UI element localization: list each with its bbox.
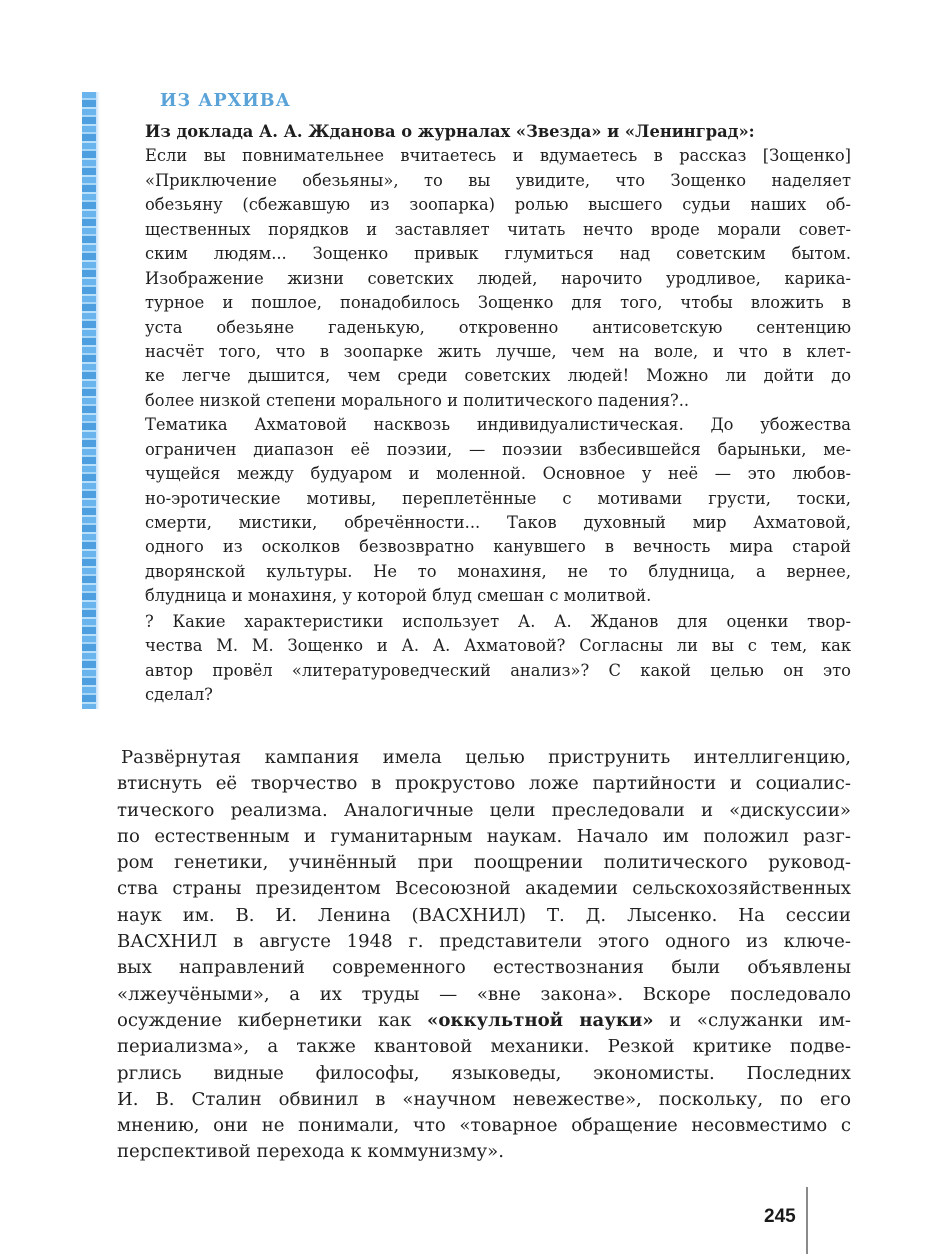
question-line: чества М. М. Зощенко и А. А. Ахматовой? Согласны ли вы с тем, как	[145, 636, 851, 656]
archive-quote-line: турное и пошлое, понадобилось Зощенко для того, чтобы вложить в	[145, 293, 851, 313]
main-paragraph	[117, 745, 851, 1166]
archive-quote-line: более низкой степени морального и политического падения?..	[145, 390, 690, 410]
question-line: ? Какие характеристики использует А. А. Жданов для оценки твор-	[145, 612, 851, 631]
archive-quote-line: ке легче дышится, чем среди советских людей! Можно ли дойти до	[145, 366, 851, 386]
bold-term: «оккультной науки»	[427, 1009, 654, 1031]
paragraph-line: периализма», а также квантовой механики. Резкой критике подве-	[117, 1036, 851, 1058]
paragraph-line: мнению, они не понимали, что «товарное обращение несовместимо с	[117, 1115, 851, 1137]
paragraph-line: вых направлений современного естествознания были объявлены	[117, 957, 851, 979]
question-line: сделал?	[145, 684, 213, 704]
paragraph-line: тического реализма. Аналогичные цели преследовали и «дискуссии»	[117, 799, 851, 821]
archive-quote-line: одного из осколков безвозвратно канувшего в вечность мира старой	[145, 537, 851, 557]
archive-quote-line: Если вы повнимательнее вчитаетесь и вдумаетесь в рассказ [Зощенко]	[145, 146, 851, 166]
paragraph-line: наук им. В. И. Ленина (ВАСХНИЛ) Т. Д. Лысенко. На сессии	[117, 904, 851, 926]
paragraph-line: И. В. Сталин обвинил в «научном невежестве», поскольку, по его	[117, 1088, 851, 1110]
archive-quote-line: «Приключение обезьяны», то вы увидите, что Зощенко наделяет	[145, 170, 851, 190]
question-line: автор провёл «литературоведческий анализ»? С какой целью он это	[145, 660, 851, 680]
paragraph-line	[117, 1008, 851, 1034]
archive-quote-line: уста обезьяне гаденькую, откровенно антисоветскую сентенцию	[145, 317, 851, 337]
archive-section-title: ИЗ АРХИВА	[160, 91, 291, 111]
paragraph-line: Развёрнутая кампания имела целью приструнить интеллигенцию,	[121, 747, 851, 768]
archive-quote-line: дворянской культуры. Не то монахиня, не то блудница, а вернее,	[145, 561, 851, 581]
paragraph-line: ства страны президентом Всесоюзной академии сельскохозяйственных	[117, 878, 851, 900]
archive-quote-line: щественных порядков и заставляет читать нечто вроде морали совет-	[145, 219, 851, 239]
page-number: 245	[764, 1206, 796, 1227]
paragraph-line: «лжеучёными», а их труды — «вне закона». Вскоре последовало	[117, 983, 851, 1005]
archive-question-block	[145, 610, 851, 707]
paragraph-line-part: и «служанки им-	[653, 1009, 852, 1031]
archive-quote-line: смерти, мистики, обречённости... Таков духовный мир Ахматовой,	[145, 513, 851, 532]
archive-quote-line: чущейся между будуаром и моленной. Основное у неё — это любов-	[145, 464, 851, 484]
archive-quote-line: Тематика Ахматовой насквозь индивидуалистическая. До убожества	[145, 415, 851, 435]
archive-quote-line: блудница и монахиня, у которой блуд смешан с молитвой.	[145, 586, 652, 606]
archive-quote-line: насчёт того, что в зоопарке жить лучше, чем на воле, и что в клет-	[145, 341, 851, 361]
archive-quote-line: Изображение жизни советских людей, нарочито уродливое, карика-	[145, 268, 851, 288]
paragraph-line: ВАСХНИЛ в августе 1948 г. представители этого одного из ключе-	[117, 931, 851, 953]
archive-quote-line: обезьяну (сбежавшую из зоопарка) ролью высшего судьи наших об-	[145, 195, 851, 215]
paragraph-line-part: осуждение кибернетики как	[117, 1009, 428, 1031]
archive-side-bar	[82, 92, 96, 709]
paragraph-line: перспективой перехода к коммунизму».	[117, 1141, 504, 1163]
archive-quote-line: ским людям... Зощенко привык глумиться над советским бытом.	[145, 244, 851, 264]
page-edge-rule	[806, 1187, 808, 1254]
archive-quote-block	[145, 120, 851, 609]
archive-quote-heading: Из доклада А. А. Жданова о журналах «Звезда» и «Ленинград»:	[145, 122, 755, 141]
paragraph-line: втиснуть её творчество в прокрустово ложе партийности и социалис-	[117, 773, 851, 795]
archive-quote-line: ограничен диапазон её поэзии, — поэзии взбесившейся барыньки, ме-	[145, 439, 851, 459]
paragraph-line: рглись видные философы, языковеды, экономисты. Последних	[117, 1062, 851, 1084]
paragraph-line: по естественным и гуманитарным наукам. Начало им положил разг-	[117, 825, 851, 847]
archive-quote-line: но-эротические мотивы, переплетённые с мотивами грусти, тоски,	[145, 488, 851, 508]
paragraph-line: ром генетики, учинённый при поощрении политического руковод-	[117, 852, 851, 874]
